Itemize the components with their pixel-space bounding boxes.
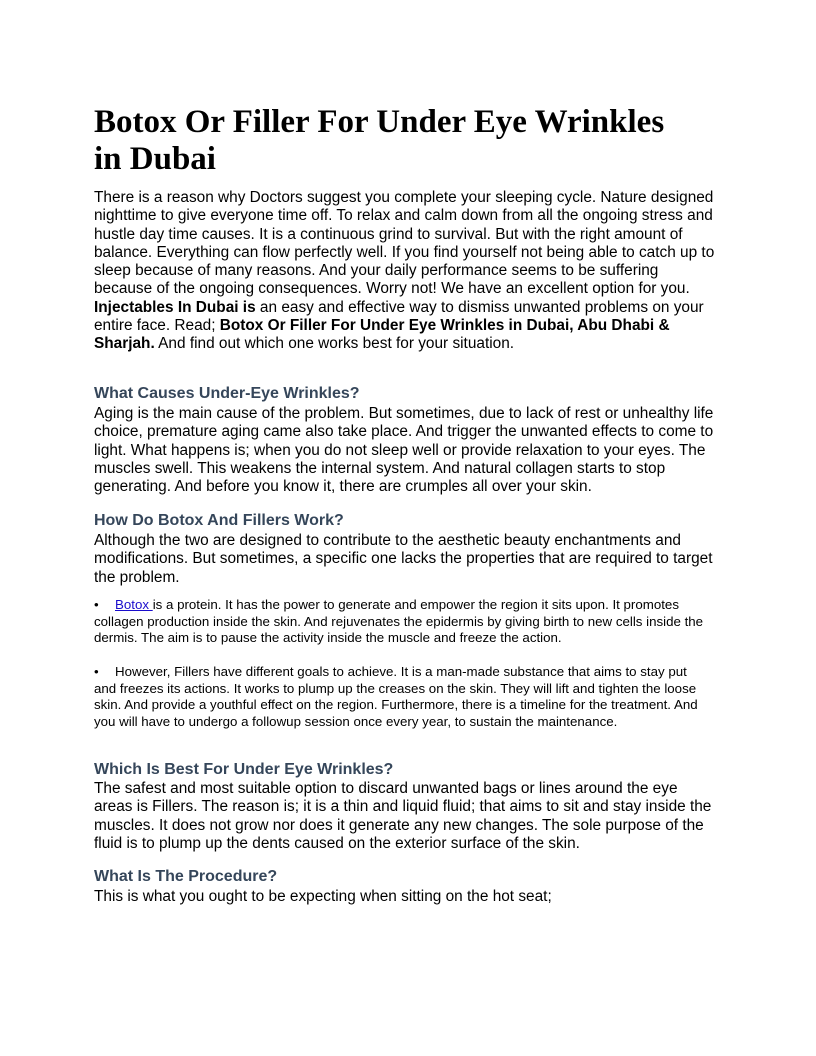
section-text-how: Although the two are designed to contribute to the aesthetic beauty enchantments and modifications. But sometimes, a specific one lacks the properties that are required to target the problem. — [94, 532, 713, 586]
page-title: Botox Or Filler For Under Eye Wrinkles in Dubai — [94, 104, 665, 177]
list-item-text: However, Fillers have different goals to achieve. It is a man-made substance that aims to stay put and freezes its actions. It works to plump up the creases on the skin. They will lift and tighten the loose skin. And provide a youthful effect on the region. Furthermore, there is a timeline for the treatment. And you will have to undergo a followup session once every year, to sustain the maintenance. — [94, 664, 698, 729]
section-text-causes: Aging is the main cause of the problem. But sometimes, due to lack of rest or unhealthy life choice, premature aging came also take place. And trigger the unwanted effects to come to light. What happens is; when you do not sleep well or provide relaxation to your eyes. The muscles swell. This weakens the internal system. And natural collagen starts to stop generating. And before you know it, there are crumples all over your skin. — [94, 405, 714, 496]
intro-text: And find out which one works best for your situation. — [154, 335, 515, 353]
section-text-best: The safest and most suitable option to discard unwanted bags or lines around the eye areas is Fillers. The reason is; it is a thin and liquid fluid; that aims to sit and stay inside the muscles. It does not grow nor does it generate any new changes. The sole purpose of the fluid is to plump up the dents caused on the exterior surface of the skin. — [94, 780, 712, 852]
intro-text: There is a reason why Doctors suggest you complete your sleeping cycle. Nature designed nighttime to give everyone time off. To relax and calm down from all the ongoing stress and hustle day time causes. It is a continuous grind to survival. But with the right amount of balance. Everything can flow perfectly well. If you find yourself not being able to catch up to sleep because of many reasons. And your daily performance seems to be suffering because of the ongoing consequences. Worry not! We have an excellent option for you. — [94, 189, 715, 298]
section-heading-how: How Do Botox And Fillers Work? — [94, 512, 344, 529]
section-heading-causes: What Causes Under-Eye Wrinkles? — [94, 385, 360, 402]
section-text-procedure: This is what you ought to be expecting when sitting on the hot seat; — [94, 888, 552, 905]
section-heading-procedure: What Is The Procedure? — [94, 868, 278, 885]
list-item-text: is a protein. It has the power to generate and empower the region it sits upon. It promotes collagen production inside the skin. And rejuvenates the epidermis by giving birth to new cells inside the dermis. The aim is to pause the activity inside the muscle and freeze the action. — [94, 597, 704, 645]
list-item-botox — [94, 597, 709, 647]
intro-paragraph — [94, 189, 718, 354]
list-item-fillers — [94, 664, 709, 730]
bullet-marker: • — [94, 664, 99, 679]
intro-bold-title: Botox Or Filler For Under Eye Wrinkles in Dubai, Abu Dhabi & Sharjah. — [94, 317, 670, 353]
section-heading-best: Which Is Best For Under Eye Wrinkles? — [94, 761, 394, 778]
bullet-marker: • — [94, 597, 99, 612]
intro-bold-injectables: Injectables In Dubai is — [94, 298, 256, 316]
botox-link[interactable]: Botox — [115, 597, 153, 612]
intro-text: an easy and effective way to dismiss unwanted problems on your entire face. Read; — [94, 298, 704, 335]
